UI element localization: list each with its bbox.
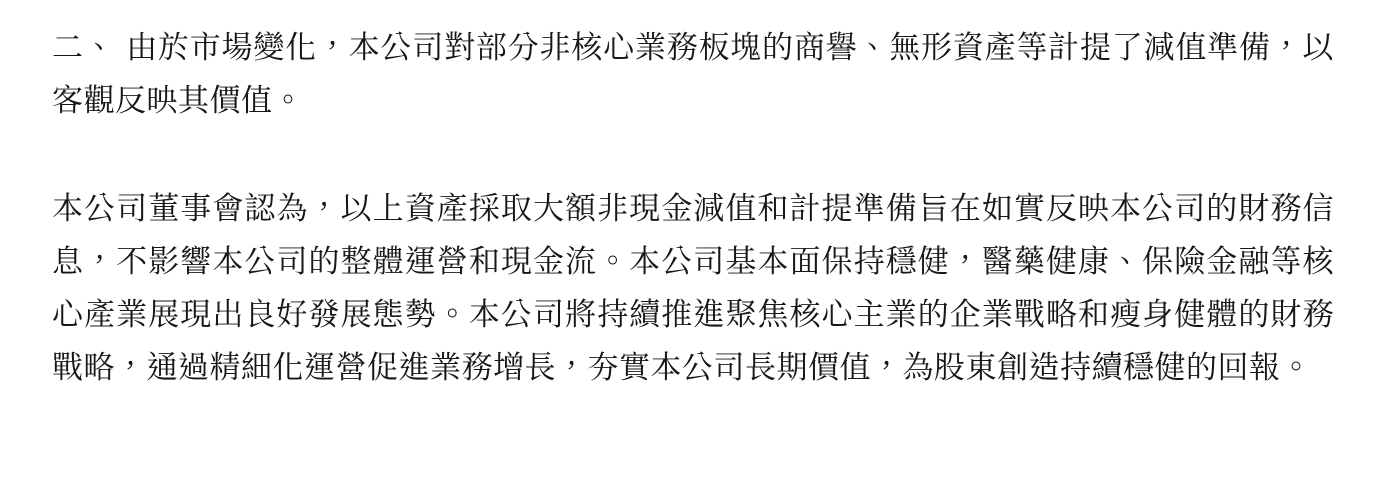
paragraph-item-two: 二、 由於市場變化，本公司對部分非核心業務板塊的商譽、無形資產等計提了減值準備，以客觀反映其價值。 xyxy=(52,30,1334,119)
paragraph-spacer xyxy=(52,128,1334,183)
paragraph-board-opinion: 本公司董事會認為，以上資產採取大額非現金減值和計提準備旨在如實反映本公司的財務信息，不影響本公司的整體運營和現金流。本公司基本面保持穩健，醫藥健康、保險金融等核心產業展現出良好發展態勢。本公司將持續推進聚焦核心主業的企業戰略和瘦身健體的財務戰略，通過精細化運營促進業務增長，夯實本公司長期價值，為股東創造持續穩健的回報。 xyxy=(52,191,1334,386)
